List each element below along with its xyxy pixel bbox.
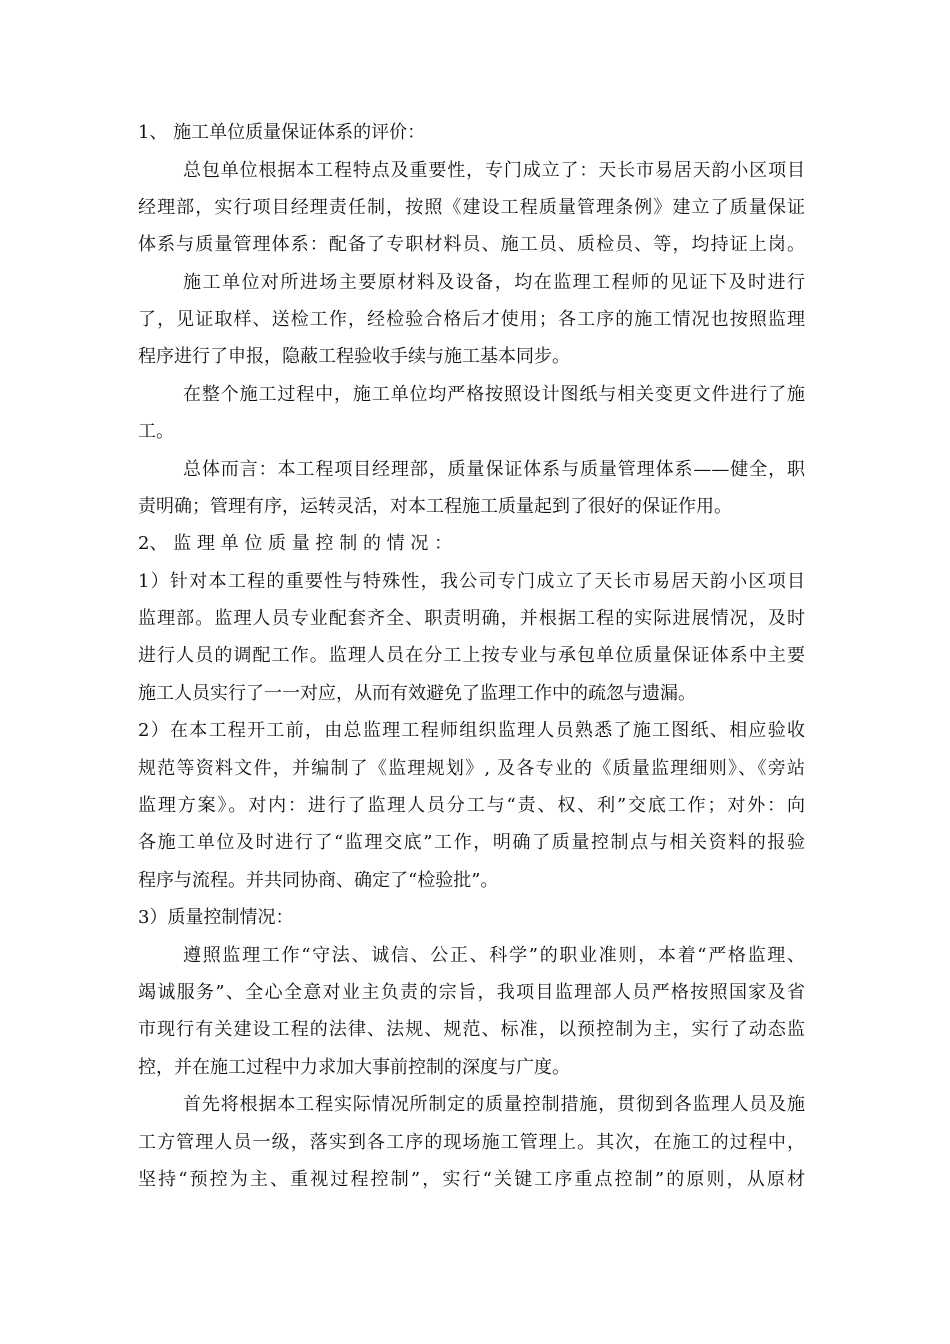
paragraph-line: 控，并在施工过程中力求加大事前控制的深度与广度。 bbox=[138, 1057, 570, 1078]
paragraph-line: 1）针对本工程的重要性与特殊性，我公司专门成立了天长市易居天韵小区项目 bbox=[138, 571, 805, 592]
paragraph-line: 市现行有关建设工程的法律、法规、规范、标准，以预控制为主，实行了动态监 bbox=[138, 1019, 805, 1040]
paragraph-line: 总体而言：本工程项目经理部，质量保证体系与质量管理体系——健全，职 bbox=[183, 459, 805, 480]
paragraph-line: 规范等资料文件，并编制了《监理规划》, 及各专业的《质量监理细则》、《旁站 bbox=[138, 758, 805, 779]
paragraph-line: 首先将根据本工程实际情况所制定的质量控制措施，贯彻到各监理人员及施 bbox=[183, 1094, 805, 1115]
paragraph-line: 进行人员的调配工作。监理人员在分工上按专业与承包单位质量保证体系中主要 bbox=[138, 645, 805, 666]
paragraph-line: 工方管理人员一级，落实到各工序的现场施工管理上。其次，在施工的过程中， bbox=[138, 1132, 805, 1153]
paragraph-line: 监理方案》。对内：进行了监理人员分工与“责、权、利”交底工作；对外：向 bbox=[138, 795, 805, 816]
paragraph-line: 程序进行了申报，隐蔽工程验收手续与施工基本同步。 bbox=[138, 346, 570, 367]
paragraph-line: 竭诚服务”、全心全意对业主负责的宗旨，我项目监理部人员严格按照国家及省 bbox=[138, 982, 805, 1003]
paragraph-line: 监理部。监理人员专业配套齐全、职责明确，并根据工程的实际进展情况，及时 bbox=[138, 608, 805, 629]
heading-construction-quality-assurance: 1、 施工单位质量保证体系的评价： bbox=[138, 122, 426, 143]
paragraph-line: 施工单位对所进场主要原材料及设备，均在监理工程师的见证下及时进行 bbox=[183, 272, 805, 293]
paragraph-line: 经理部，实行项目经理责任制，按照《建设工程质量管理条例》建立了质量保证 bbox=[138, 197, 805, 218]
paragraph-line: 程序与流程。并共同协商、确定了“检验批”。 bbox=[138, 870, 499, 891]
paragraph-line: 遵照监理工作“守法、诚信、公正、科学”的职业准则，本着“严格监理、 bbox=[183, 945, 805, 966]
paragraph-line: 各施工单位及时进行了“监理交底”工作，明确了质量控制点与相关资料的报验 bbox=[138, 832, 805, 853]
paragraph-line: 工。 bbox=[138, 421, 174, 442]
subheading-quality-control-status: 3）质量控制情况： bbox=[138, 907, 294, 928]
paragraph-line: 在整个施工过程中，施工单位均严格按照设计图纸与相关变更文件进行了施 bbox=[183, 384, 805, 405]
paragraph-line: 总包单位根据本工程特点及重要性，专门成立了：天长市易居天韵小区项目 bbox=[183, 160, 805, 181]
paragraph-line: 施工人员实行了一一对应，从而有效避免了监理工作中的疏忽与遗漏。 bbox=[138, 683, 696, 704]
heading-supervision-quality-control: 2、 监 理 单 位 质 量 控 制 的 情 况 ： bbox=[138, 533, 453, 554]
paragraph-line: 2）在本工程开工前，由总监理工程师组织监理人员熟悉了施工图纸、相应验收 bbox=[138, 720, 805, 741]
paragraph-line: 责明确；管理有序，运转灵活，对本工程施工质量起到了很好的保证作用。 bbox=[138, 496, 732, 517]
paragraph-line: 了，见证取样、送检工作，经检验合格后才使用；各工序的施工情况也按照监理 bbox=[138, 309, 805, 330]
paragraph-line: 体系与质量管理体系：配备了专职材料员、施工员、质检员、等，均持证上岗。 bbox=[138, 234, 805, 255]
paragraph-line: 坚持“预控为主、重视过程控制”，实行“关键工序重点控制”的原则，从原材 bbox=[138, 1169, 805, 1190]
